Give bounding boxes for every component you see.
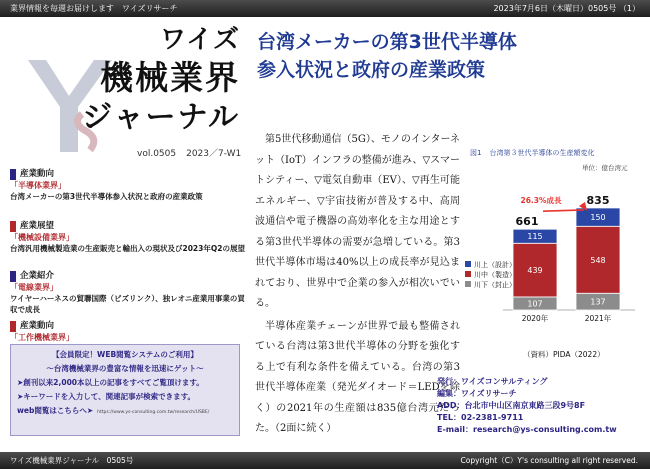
legend-swatch: [465, 281, 471, 287]
issue-date: 2023年7月6日（木曜日）0505号 （1）: [493, 4, 640, 13]
toc-category: 産業動向: [10, 321, 252, 332]
toc-subcategory: 「工作機械業界」: [10, 333, 74, 342]
figure-source: （資料）PIDA（2022）: [523, 350, 605, 359]
top-bar: [0, 0, 650, 17]
tagline: 業界情報を毎週お届けします ワイズリサーチ: [10, 4, 178, 13]
publisher-tel: TEL：02-2381-9711: [437, 413, 524, 422]
toc-description: 台湾汎用機械製造業の生産販売と輸出入の現状及び2023年Q2の展望: [10, 244, 245, 253]
article-paragraph-1: 第5世代移動通信（5G）、モノのインターネット（IoT）インフラの整備が進み、▽スマートシティー、▽電気自動車（EV）、▽再生可能エネルギー、▽宇宙技術が普及する中、高周波通信や電子機器の高効率化を主な用途とする第3世代半導体の需要が急増している。第3世代半導体市場は40%以上の成長率が見込まれており、世界中で企業の参入が相次いでいる。: [255, 134, 460, 309]
headline-line1: 台湾メーカーの第3世代半導体: [257, 31, 517, 53]
promo-line3: ➤キーワードを入力して、関連記事が検索できます。: [17, 392, 196, 401]
legend-swatch: [465, 261, 471, 267]
toc-subcategory: 「機械設備業界」: [10, 233, 74, 242]
promo-url[interactable]: https://www.ys-consulting.com.tw/research/USBE/: [97, 410, 210, 415]
toc-category: 企業紹介: [10, 271, 252, 282]
promo-line2: ➤創刊以来2,000本以上の記事をすべてご覧頂けます。: [17, 378, 204, 387]
figure-unit: 単位：億台湾元: [582, 164, 628, 172]
production-chart: [463, 170, 643, 325]
toc-item-2[interactable]: [10, 221, 252, 254]
web-promo-box: [10, 344, 240, 436]
brand-line3: ジャーナル: [82, 100, 240, 135]
legend-entry: 川上（設計）: [474, 261, 516, 269]
footer-bar: [0, 452, 650, 469]
legend-entry: 川中（製造）: [474, 271, 516, 279]
data-label: 548: [590, 255, 606, 265]
promo-title: 【会員限定！WEB閲覧システムのご利用】: [52, 350, 198, 359]
brand-line1: ワイズ: [160, 25, 240, 55]
volume-number: vol.0505: [137, 149, 177, 159]
tick-label: 2020年: [521, 314, 549, 323]
publisher-line1: 発行：ワイズコンサルティング: [437, 377, 548, 386]
data-label: 107: [527, 299, 543, 309]
legend-swatch: [465, 271, 471, 277]
brand-line2: 機械業界: [100, 58, 240, 97]
toc-description: ワイヤーハーネスの貿聯国際（ビズリンク）、独レオニ産業用事業の買収で成長: [10, 294, 245, 314]
growth-label: 26.3%成長: [520, 195, 562, 205]
publisher-address: ADD：台北市中山区南京東路三段9号8F: [437, 401, 586, 410]
toc-subcategory: 「半導体業界」: [10, 181, 66, 190]
publisher-email[interactable]: E-mail：research@ys-consulting.com.tw: [437, 425, 617, 434]
toc-category: 産業動向: [10, 169, 252, 180]
figure-caption: 台湾第３世代半導体の生産額変化: [489, 149, 595, 157]
footer-copyright: Copyright（C）Y's consulting all right reserved.: [460, 456, 638, 465]
total-label: 661: [515, 215, 539, 229]
headline-line2: 参入状況と政府の産業政策: [257, 59, 486, 81]
data-label: 137: [590, 297, 606, 307]
toc-item-1[interactable]: [10, 169, 252, 202]
article-body: [255, 130, 460, 440]
footer-title: ワイズ機械業界ジャーナル 0505号: [10, 456, 134, 465]
legend-entry: 川下（封止）: [474, 281, 516, 289]
promo-line1: ～台湾機械業界の豊富な情報を迅速にゲット～: [46, 364, 204, 373]
journal-brand: [50, 24, 240, 137]
toc-item-3[interactable]: [10, 271, 252, 315]
data-label: 439: [527, 266, 543, 276]
figure-title: [470, 148, 594, 158]
volume-info: [137, 146, 241, 159]
total-label: 835: [586, 193, 610, 207]
toc-description: 台湾メーカーの第3世代半導体参入状況と政府の産業政策: [10, 192, 203, 201]
publisher-line2: 編集：ワイズリサーチ: [437, 389, 517, 398]
figure-label: 図1: [470, 149, 482, 157]
toc-subcategory: 「電線業界」: [10, 283, 58, 292]
volume-week: 2023／7-W1: [186, 149, 242, 159]
tick-label: 2021年: [584, 314, 612, 323]
headline: [257, 28, 647, 84]
promo-link-row: [17, 404, 233, 420]
promo-link-label[interactable]: web閲覧はこちらへ➤: [17, 406, 94, 415]
publisher-info: [437, 376, 617, 436]
data-label: 150: [590, 213, 606, 223]
data-label: 115: [527, 232, 543, 242]
article-paragraph-2: 半導体産業チェーンが世界で最も整備されている台湾は第3世代半導体の分野を強化する上で有利な条件を備えている。台湾の第3世代半導体産業（発光ダイオード＝LEDを除く）の2021年の生産額は835億台湾元だった。（2面に続く）: [255, 320, 460, 434]
toc-category: 産業展望: [10, 221, 252, 232]
